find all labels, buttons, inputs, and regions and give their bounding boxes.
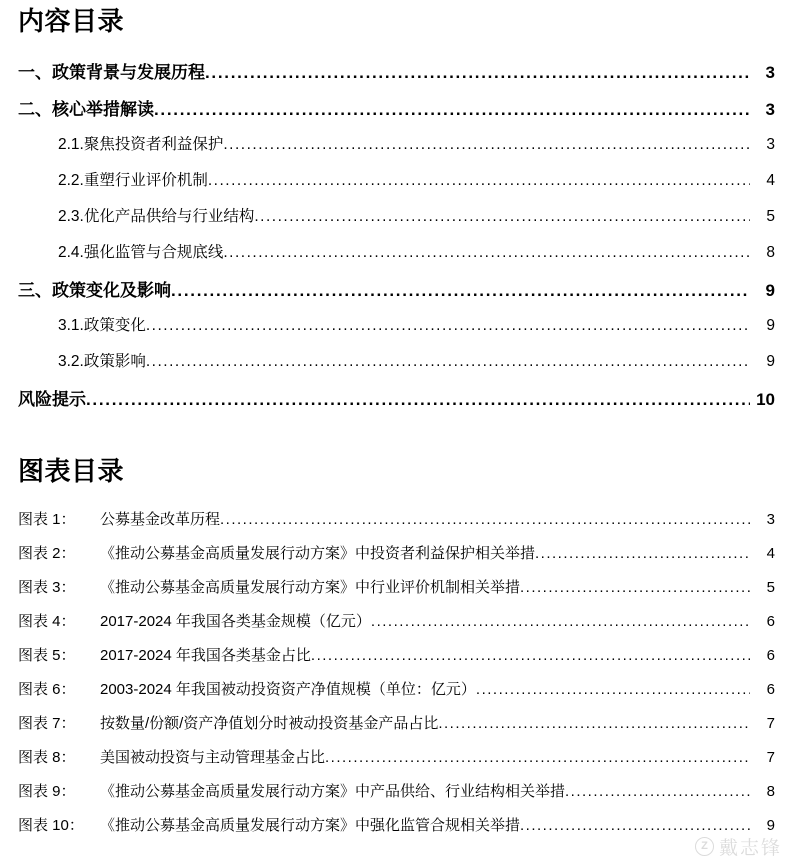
toc-entry[interactable]	[0, 204, 800, 240]
toc-entry-label: 三、政策变化及影响	[18, 281, 171, 300]
figure-leader-dots	[535, 546, 750, 561]
figure-leader-dots	[476, 682, 750, 697]
figure-entry-title: 《推动公募基金高质量发展行动方案》中行业评价机制相关举措	[100, 579, 521, 596]
figure-entry-page-number: 6	[766, 681, 775, 698]
toc-leader-dots	[154, 101, 750, 118]
figure-entry-page-number: 6	[766, 647, 775, 664]
figure-entry-page-number: 6	[766, 613, 775, 630]
figure-entry-number: 图表 5：	[18, 647, 76, 664]
toc-entry[interactable]	[0, 168, 800, 204]
toc-leader-dots	[205, 64, 750, 81]
figure-leader-dots	[325, 750, 750, 765]
toc-entry-page-number: 3	[766, 136, 775, 153]
toc-entry-page-number: 10	[756, 390, 775, 409]
toc-entry-page-number: 3	[765, 100, 775, 119]
figure-entry-page-number: 5	[766, 579, 775, 596]
toc-entry-label: 3.2.政策影响	[58, 353, 146, 370]
figure-leader-dots	[220, 512, 750, 527]
figure-entry-page-number: 7	[766, 715, 775, 732]
figure-leader-dots	[438, 716, 750, 731]
toc-entry-page-number: 9	[766, 353, 775, 370]
figure-entry-page-number: 3	[766, 511, 775, 528]
figure-entry-title: 公募基金改革历程	[100, 511, 221, 528]
toc-leader-dots	[223, 137, 750, 153]
toc-entry-page-number: 4	[766, 172, 775, 189]
figure-entry[interactable]	[0, 678, 800, 712]
toc-entry-label: 一、政策背景与发展历程	[18, 63, 205, 82]
figure-entry-number: 图表 10：	[18, 817, 84, 834]
figure-entry-page-number: 9	[766, 817, 775, 834]
toc-leader-dots	[208, 173, 750, 189]
figure-leader-dots	[520, 580, 750, 595]
toc-leader-dots	[254, 209, 750, 225]
toc-leader-dots	[146, 354, 750, 370]
toc-entry-label: 2.1.聚焦投资者利益保护	[58, 136, 224, 153]
figure-entry-title: 2017-2024 年我国各类基金规模（亿元）	[100, 613, 371, 630]
toc-entry-label: 2.2.重塑行业评价机制	[58, 172, 208, 189]
figure-leader-dots	[520, 818, 750, 833]
figure-entry[interactable]	[0, 610, 800, 644]
toc-leader-dots	[223, 245, 750, 261]
figure-entry[interactable]	[0, 780, 800, 814]
toc-entry[interactable]	[0, 349, 800, 385]
toc-leader-dots	[146, 318, 750, 334]
toc-entry-label: 2.3.优化产品供给与行业结构	[58, 208, 255, 225]
figure-entry-number: 图表 4：	[18, 613, 76, 630]
toc-entry[interactable]	[0, 276, 800, 313]
figure-entry-title: 《推动公募基金高质量发展行动方案》中产品供给、行业结构相关举措	[100, 783, 566, 800]
figure-entry-title: 按数量/份额/资产净值划分时被动投资基金产品占比	[100, 715, 439, 732]
figure-entry-number: 图表 8：	[18, 749, 76, 766]
toc-entry[interactable]	[0, 313, 800, 349]
figure-entry-title: 2017-2024 年我国各类基金占比	[100, 647, 311, 664]
figure-entry-number: 图表 1：	[18, 511, 76, 528]
toc-entry-label: 3.1.政策变化	[58, 317, 146, 334]
toc-heading-wrapper	[18, 8, 124, 34]
toc-entry-page-number: 3	[765, 63, 775, 82]
figure-entry-title: 《推动公募基金高质量发展行动方案》中投资者利益保护相关举措	[100, 545, 536, 562]
figure-entry-title: 《推动公募基金高质量发展行动方案》中强化监管合规相关举措	[100, 817, 521, 834]
toc-entry-label: 风险提示	[18, 390, 86, 409]
toc-leader-dots	[171, 282, 750, 299]
toc-entry-label: 二、核心举措解读	[18, 100, 154, 119]
toc-entry-page-number: 5	[766, 208, 775, 225]
watermark-logo-icon: Z	[695, 837, 714, 856]
figure-entry-number: 图表 6：	[18, 681, 76, 698]
figure-entry-number: 图表 9：	[18, 783, 76, 800]
figure-leader-dots	[565, 784, 750, 799]
figure-entry[interactable]	[0, 542, 800, 576]
figure-entry[interactable]	[0, 712, 800, 746]
toc-entry-page-number: 9	[765, 281, 775, 300]
figure-entry[interactable]	[0, 746, 800, 780]
figure-entry[interactable]	[0, 508, 800, 542]
figures-heading-wrapper	[18, 458, 124, 484]
figure-entry-number: 图表 2：	[18, 545, 76, 562]
figures-heading: 图表目录	[18, 456, 125, 486]
table-of-contents-list	[0, 58, 800, 422]
toc-entry[interactable]	[0, 58, 800, 95]
figure-entry[interactable]	[0, 644, 800, 678]
figure-entry-page-number: 4	[766, 545, 775, 562]
toc-entry-page-number: 8	[766, 244, 775, 261]
toc-entry[interactable]	[0, 240, 800, 276]
figure-entry[interactable]	[0, 576, 800, 610]
figure-entry-number: 图表 7：	[18, 715, 76, 732]
toc-leader-dots	[86, 391, 750, 408]
figure-leader-dots	[371, 614, 750, 629]
toc-entry[interactable]	[0, 95, 800, 132]
figures-list	[0, 508, 800, 848]
toc-entry-label: 2.4.强化监管与合规底线	[58, 244, 224, 261]
figure-entry-page-number: 7	[766, 749, 775, 766]
toc-entry-page-number: 9	[766, 317, 775, 334]
figure-entry[interactable]	[0, 814, 800, 848]
figure-entry-page-number: 8	[766, 783, 775, 800]
figure-entry-title: 美国被动投资与主动管理基金占比	[100, 749, 326, 766]
figure-entry-title: 2003-2024 年我国被动投资资产净值规模（单位：亿元）	[100, 681, 476, 698]
toc-entry[interactable]	[0, 385, 800, 422]
figure-leader-dots	[311, 648, 750, 663]
watermark-text: 戴志锋	[718, 838, 782, 859]
figure-entry-number: 图表 3：	[18, 579, 76, 596]
toc-heading: 内容目录	[18, 6, 125, 36]
toc-entry[interactable]	[0, 132, 800, 168]
